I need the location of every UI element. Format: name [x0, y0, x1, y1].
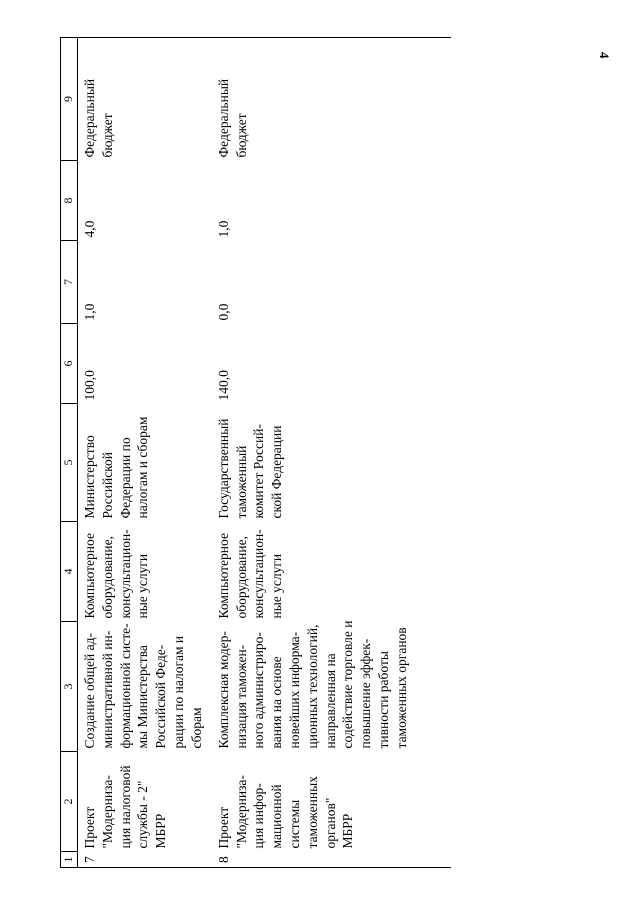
text-line: мы Министерства	[135, 645, 151, 749]
project-name	[81, 755, 170, 849]
value-col7: 1,0	[82, 303, 97, 321]
value-col8: 4,0	[82, 220, 97, 238]
text-line: Российской	[99, 451, 115, 519]
project-description	[81, 625, 206, 749]
text-line: ской Федерации	[269, 425, 285, 519]
goods-services	[215, 525, 286, 619]
text-line: вания на основе	[269, 656, 285, 749]
goods-cell	[78, 522, 212, 622]
text-line: консультацион-	[117, 529, 133, 619]
text-line: Федерации по	[117, 437, 133, 519]
text-line: Федеральный	[82, 78, 97, 158]
text-line: МБРР	[340, 813, 356, 849]
agency-cell	[212, 404, 451, 522]
text-line: налогам и сборам	[135, 416, 151, 519]
text-line: оборудование,	[233, 536, 249, 619]
project-description	[215, 620, 411, 749]
text-line: Проект	[82, 806, 97, 849]
text-line: Компьютерное	[215, 533, 231, 619]
text-line: мационной	[269, 784, 285, 849]
text-line: оборудование,	[99, 536, 115, 619]
value-col8: 1,0	[215, 220, 231, 238]
text-line: службы - 2"	[135, 780, 151, 849]
page-number: 4	[597, 52, 612, 59]
text-line: Проект	[215, 806, 231, 849]
goods-cell	[212, 522, 451, 622]
description-cell	[78, 622, 212, 752]
executing-agency	[215, 407, 286, 519]
text-line: министративной ин-	[99, 630, 115, 749]
header-cell-7: 7	[61, 241, 78, 324]
project-name	[215, 755, 358, 849]
text-line: консультацион-	[251, 529, 267, 619]
text-line: таможенных	[304, 776, 320, 849]
text-line: системы	[286, 799, 302, 849]
table-row	[212, 38, 451, 868]
text-line: ционных технологий,	[304, 624, 320, 749]
text-line: Комплексная модер-	[215, 631, 231, 749]
header-cell-6: 6	[61, 324, 78, 404]
text-line: рации по налогам и	[171, 635, 187, 749]
goods-services	[81, 525, 152, 619]
value-col7: 0,0	[215, 303, 231, 321]
text-line: направленная на	[322, 653, 338, 749]
text-line: ция налоговой	[117, 765, 133, 849]
text-line: бюджет	[99, 113, 115, 158]
agency-cell	[78, 404, 212, 522]
text-line: Федеральный	[215, 78, 231, 158]
text-line: Создание общей ад-	[82, 633, 97, 749]
text-line: ция инфор-	[251, 783, 267, 849]
text-line: тивности работы	[376, 651, 391, 749]
text-line: ного администриро-	[251, 632, 267, 749]
text-line: Министерство	[82, 435, 97, 519]
text-line: новейших информа-	[286, 631, 302, 749]
header-cell-4: 4	[61, 522, 78, 622]
table-row	[78, 38, 212, 868]
funding-source-cell	[212, 38, 451, 161]
text-line: бюджет	[233, 113, 249, 158]
text-line: сборам	[188, 707, 204, 749]
budget-table	[60, 37, 451, 868]
row-number: 7	[78, 852, 212, 868]
funding-source	[81, 41, 117, 158]
text-line: низация таможен-	[233, 644, 249, 749]
text-line: таможенный	[233, 445, 249, 519]
row-number: 8	[212, 852, 451, 868]
text-line: комитет Россий-	[251, 424, 267, 519]
description-cell	[212, 622, 451, 752]
value-col6: 140,0	[215, 370, 231, 401]
text-line: Компьютерное	[82, 533, 97, 619]
value-col6: 100,0	[82, 370, 97, 401]
header-cell-1: 1	[61, 852, 78, 868]
project-name-cell	[78, 752, 212, 852]
funding-source	[215, 41, 251, 158]
text-line: органов"	[322, 797, 338, 849]
header-cell-3: 3	[61, 622, 78, 752]
text-line: формационной систе-	[117, 623, 133, 749]
executing-agency	[81, 407, 152, 519]
header-row	[61, 38, 78, 868]
project-name-cell	[212, 752, 451, 852]
text-line: "Модерниза-	[233, 775, 249, 849]
funding-source-cell	[78, 38, 212, 161]
header-cell-5: 5	[61, 404, 78, 522]
text-line: Российской Феде-	[153, 644, 169, 749]
text-line: ные услуги	[269, 553, 285, 619]
header-cell-2: 2	[61, 752, 78, 852]
text-line: Государственный	[215, 418, 231, 519]
text-line: "Модерниза-	[99, 775, 115, 849]
table-container	[60, 38, 565, 868]
header-cell-9: 9	[61, 38, 78, 161]
text-line: ные услуги	[135, 553, 151, 619]
text-line: МБРР	[153, 813, 169, 849]
text-line: содействие торговле и	[340, 620, 356, 749]
header-cell-8: 8	[61, 161, 78, 241]
text-line: повышение эффек-	[358, 638, 374, 749]
text-line: таможенных органов	[393, 627, 409, 749]
